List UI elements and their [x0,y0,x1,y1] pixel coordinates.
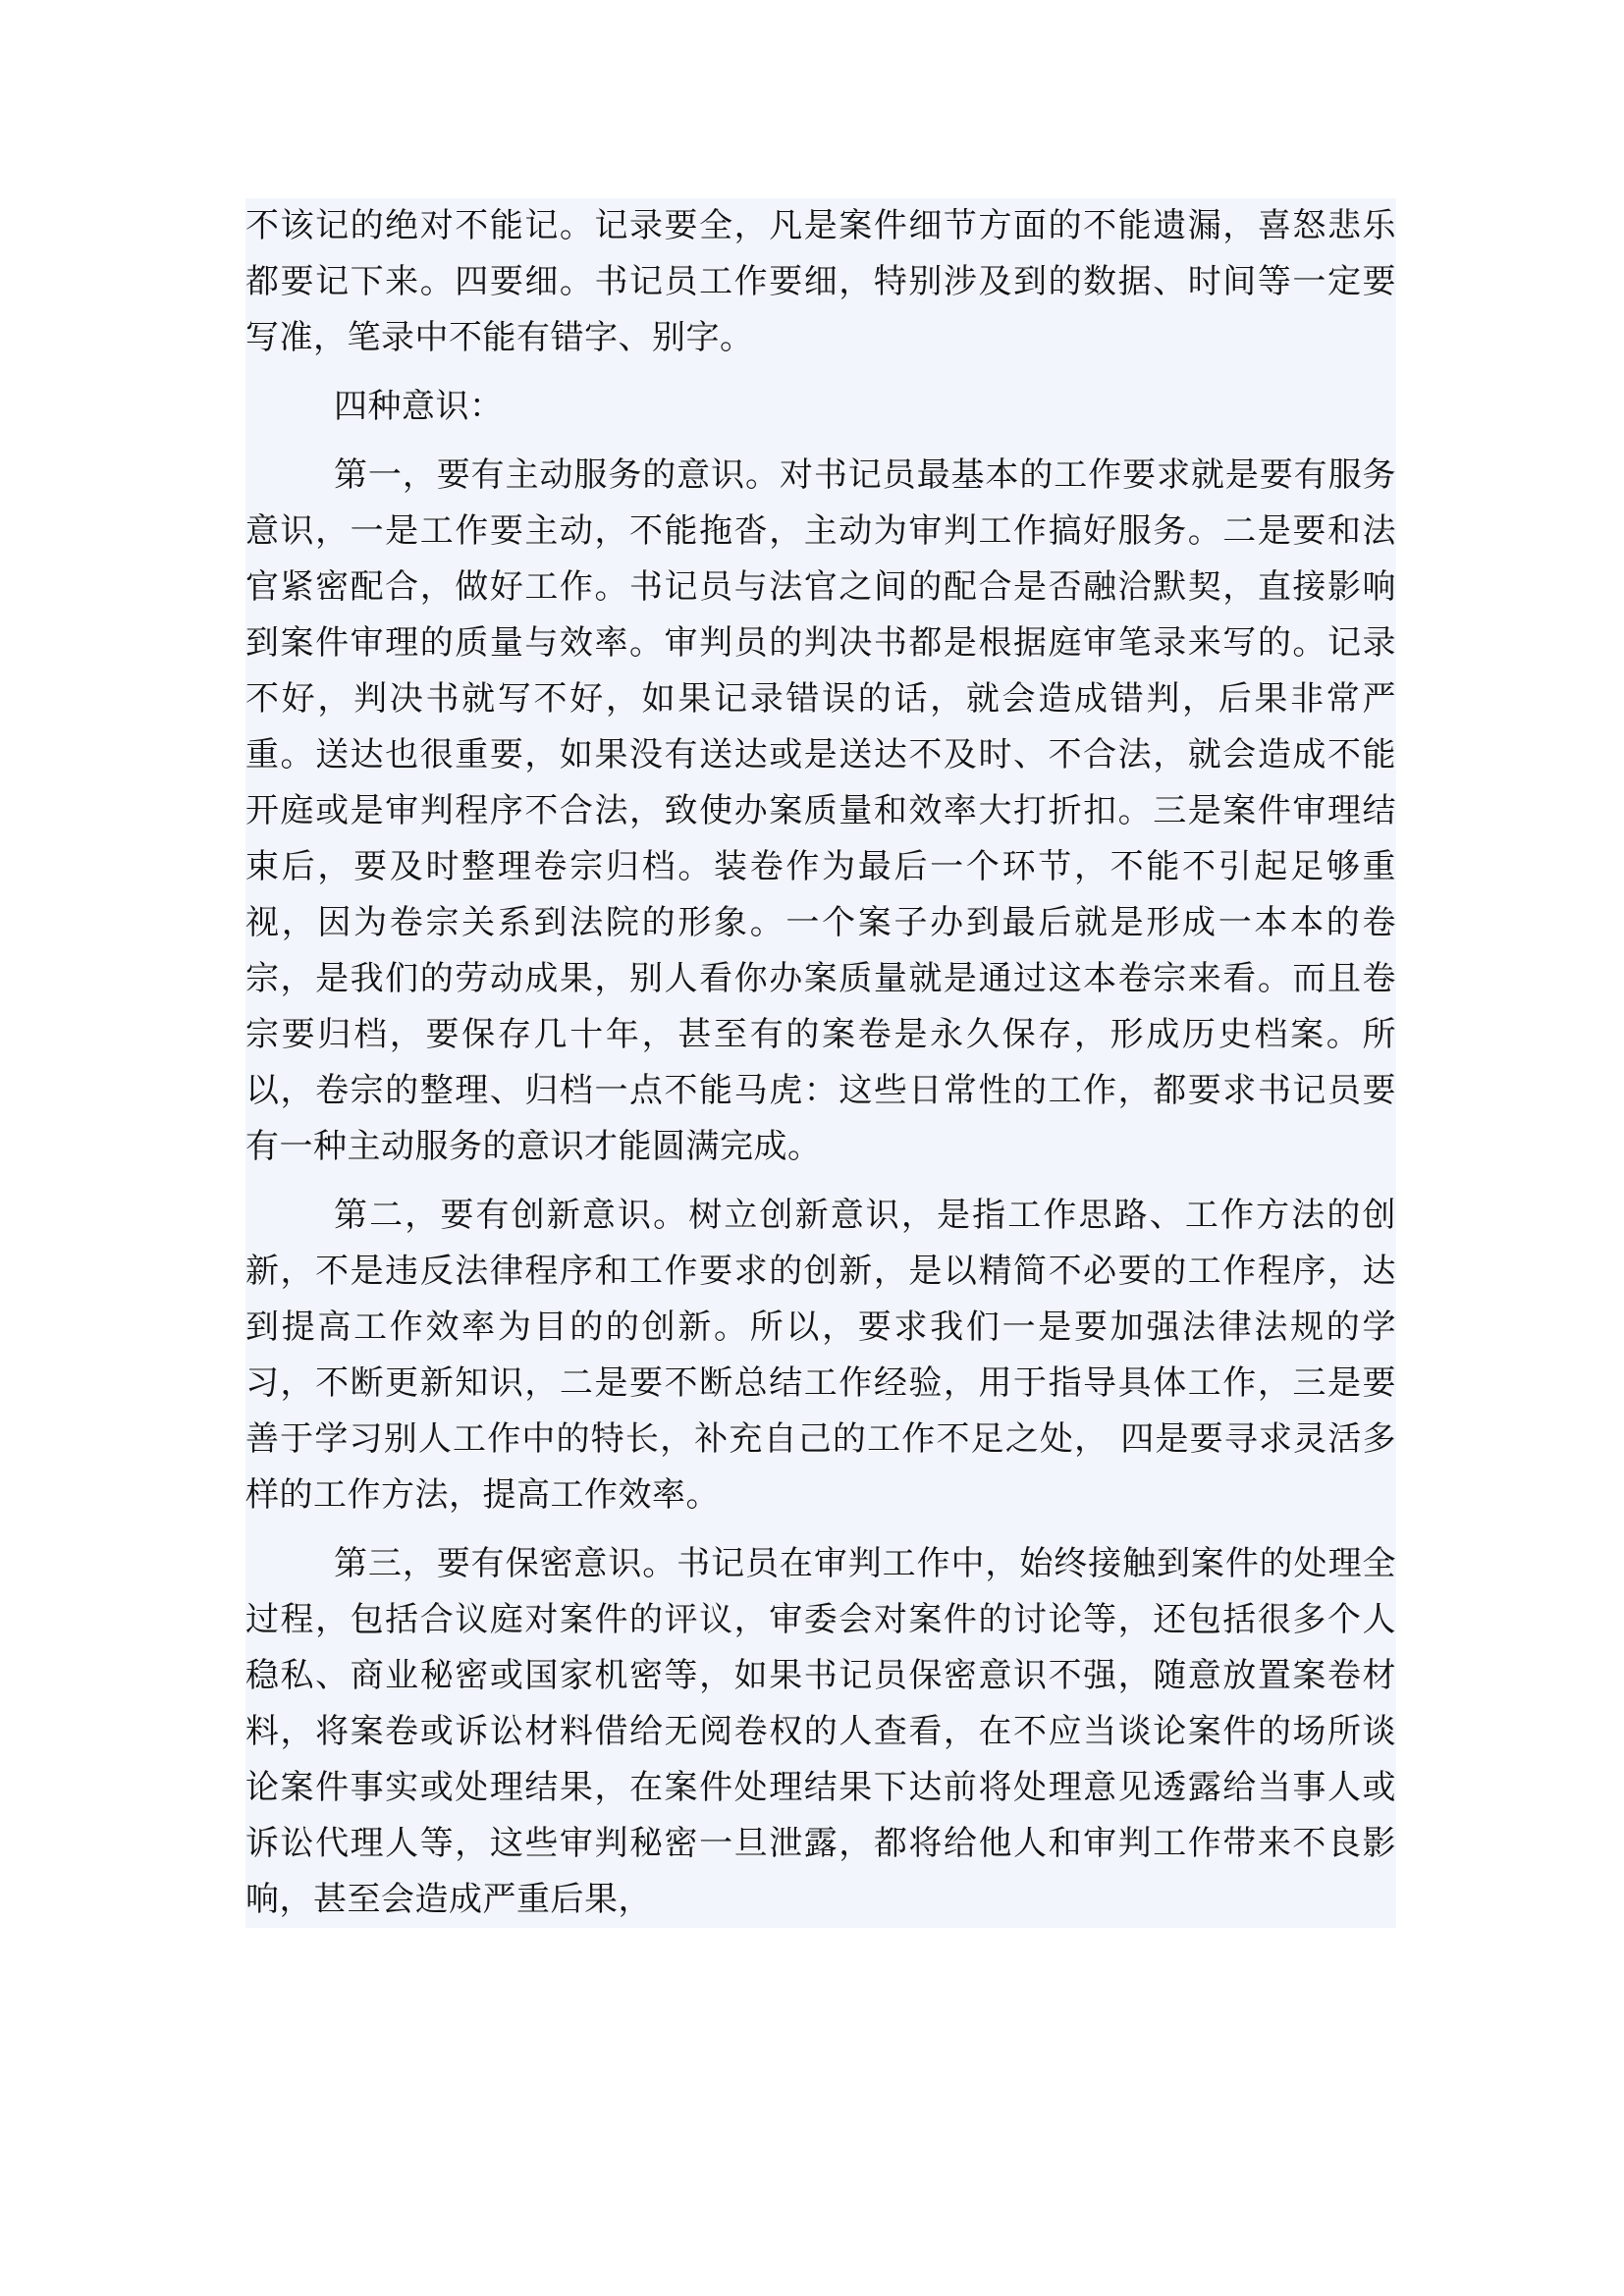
paragraph-third-confidentiality-awareness: 第三，要有保密意识。书记员在审判工作中，始终接触到案件的处理全过程，包括合议庭对案件的评议，审委会对案件的讨论等，还包括很多个人稳私、商业秘密或国家机密等，如果书记员保密意识不强，随意放置案卷材料，将案卷或诉讼材料借给无阅卷权的人查看，在不应当谈论案件的场所谈论案件事实或处理结果，在案件处理结果下达前将处理意见透露给当事人或诉讼代理人等，这些审判秘密一旦泄露，都将给他人和审判工作带来不良影响，甚至会造成严重后果， [245,1544,1396,1919]
paragraph-continuation: 不该记的绝对不能记。记录要全，凡是案件细节方面的不能遗漏，喜怒悲乐都要记下来。四要细。书记员工作要细，特别涉及到的数据、时间等一定要写准，笔录中不能有错字、别字。 [245,206,1396,357]
document-body [245,198,1396,1928]
paragraph-heading-four-awareness: 四种意识： [334,387,504,426]
paragraph-second-innovation-awareness: 第二，要有创新意识。树立创新意识，是指工作思路、工作方法的创新，不是违反法律程序和工作要求的创新，是以精简不必要的工作程序，达到提高工作效率为目的的创新。所以，要求我们一是要加强法律法规的学习，不断更新知识，二是要不断总结工作经验，用于指导具体工作，三是要善于学习别人工作中的特长，补充自己的工作不足之处， 四是要寻求灵活多样的工作方法，提高工作效率。 [245,1196,1396,1515]
paragraph-first-service-awareness: 第一，要有主动服务的意识。对书记员最基本的工作要求就是要有服务意识，一是工作要主动，不能拖沓，主动为审判工作搞好服务。二是要和法官紧密配合，做好工作。书记员与法官之间的配合是否融洽默契，直接影响到案件审理的质量与效率。审判员的判决书都是根据庭审笔录来写的。记录不好，判决书就写不好，如果记录错误的话，就会造成错判，后果非常严重。送达也很重要，如果没有送达或是送达不及时、不合法，就会造成不能开庭或是审判程序不合法，致使办案质量和效率大打折扣。三是案件审理结束后，要及时整理卷宗归档。装卷作为最后一个环节，不能不引起足够重视，因为卷宗关系到法院的形象。一个案子办到最后就是形成一本本的卷宗，是我们的劳动成果，别人看你办案质量就是通过这本卷宗来看。而且卷宗要归档，要保存几十年，甚至有的案卷是永久保存，形成历史档案。所以，卷宗的整理、归档一点不能马虎：这些日常性的工作，都要求书记员要有一种主动服务的意识才能圆满完成。 [245,455,1396,1166]
